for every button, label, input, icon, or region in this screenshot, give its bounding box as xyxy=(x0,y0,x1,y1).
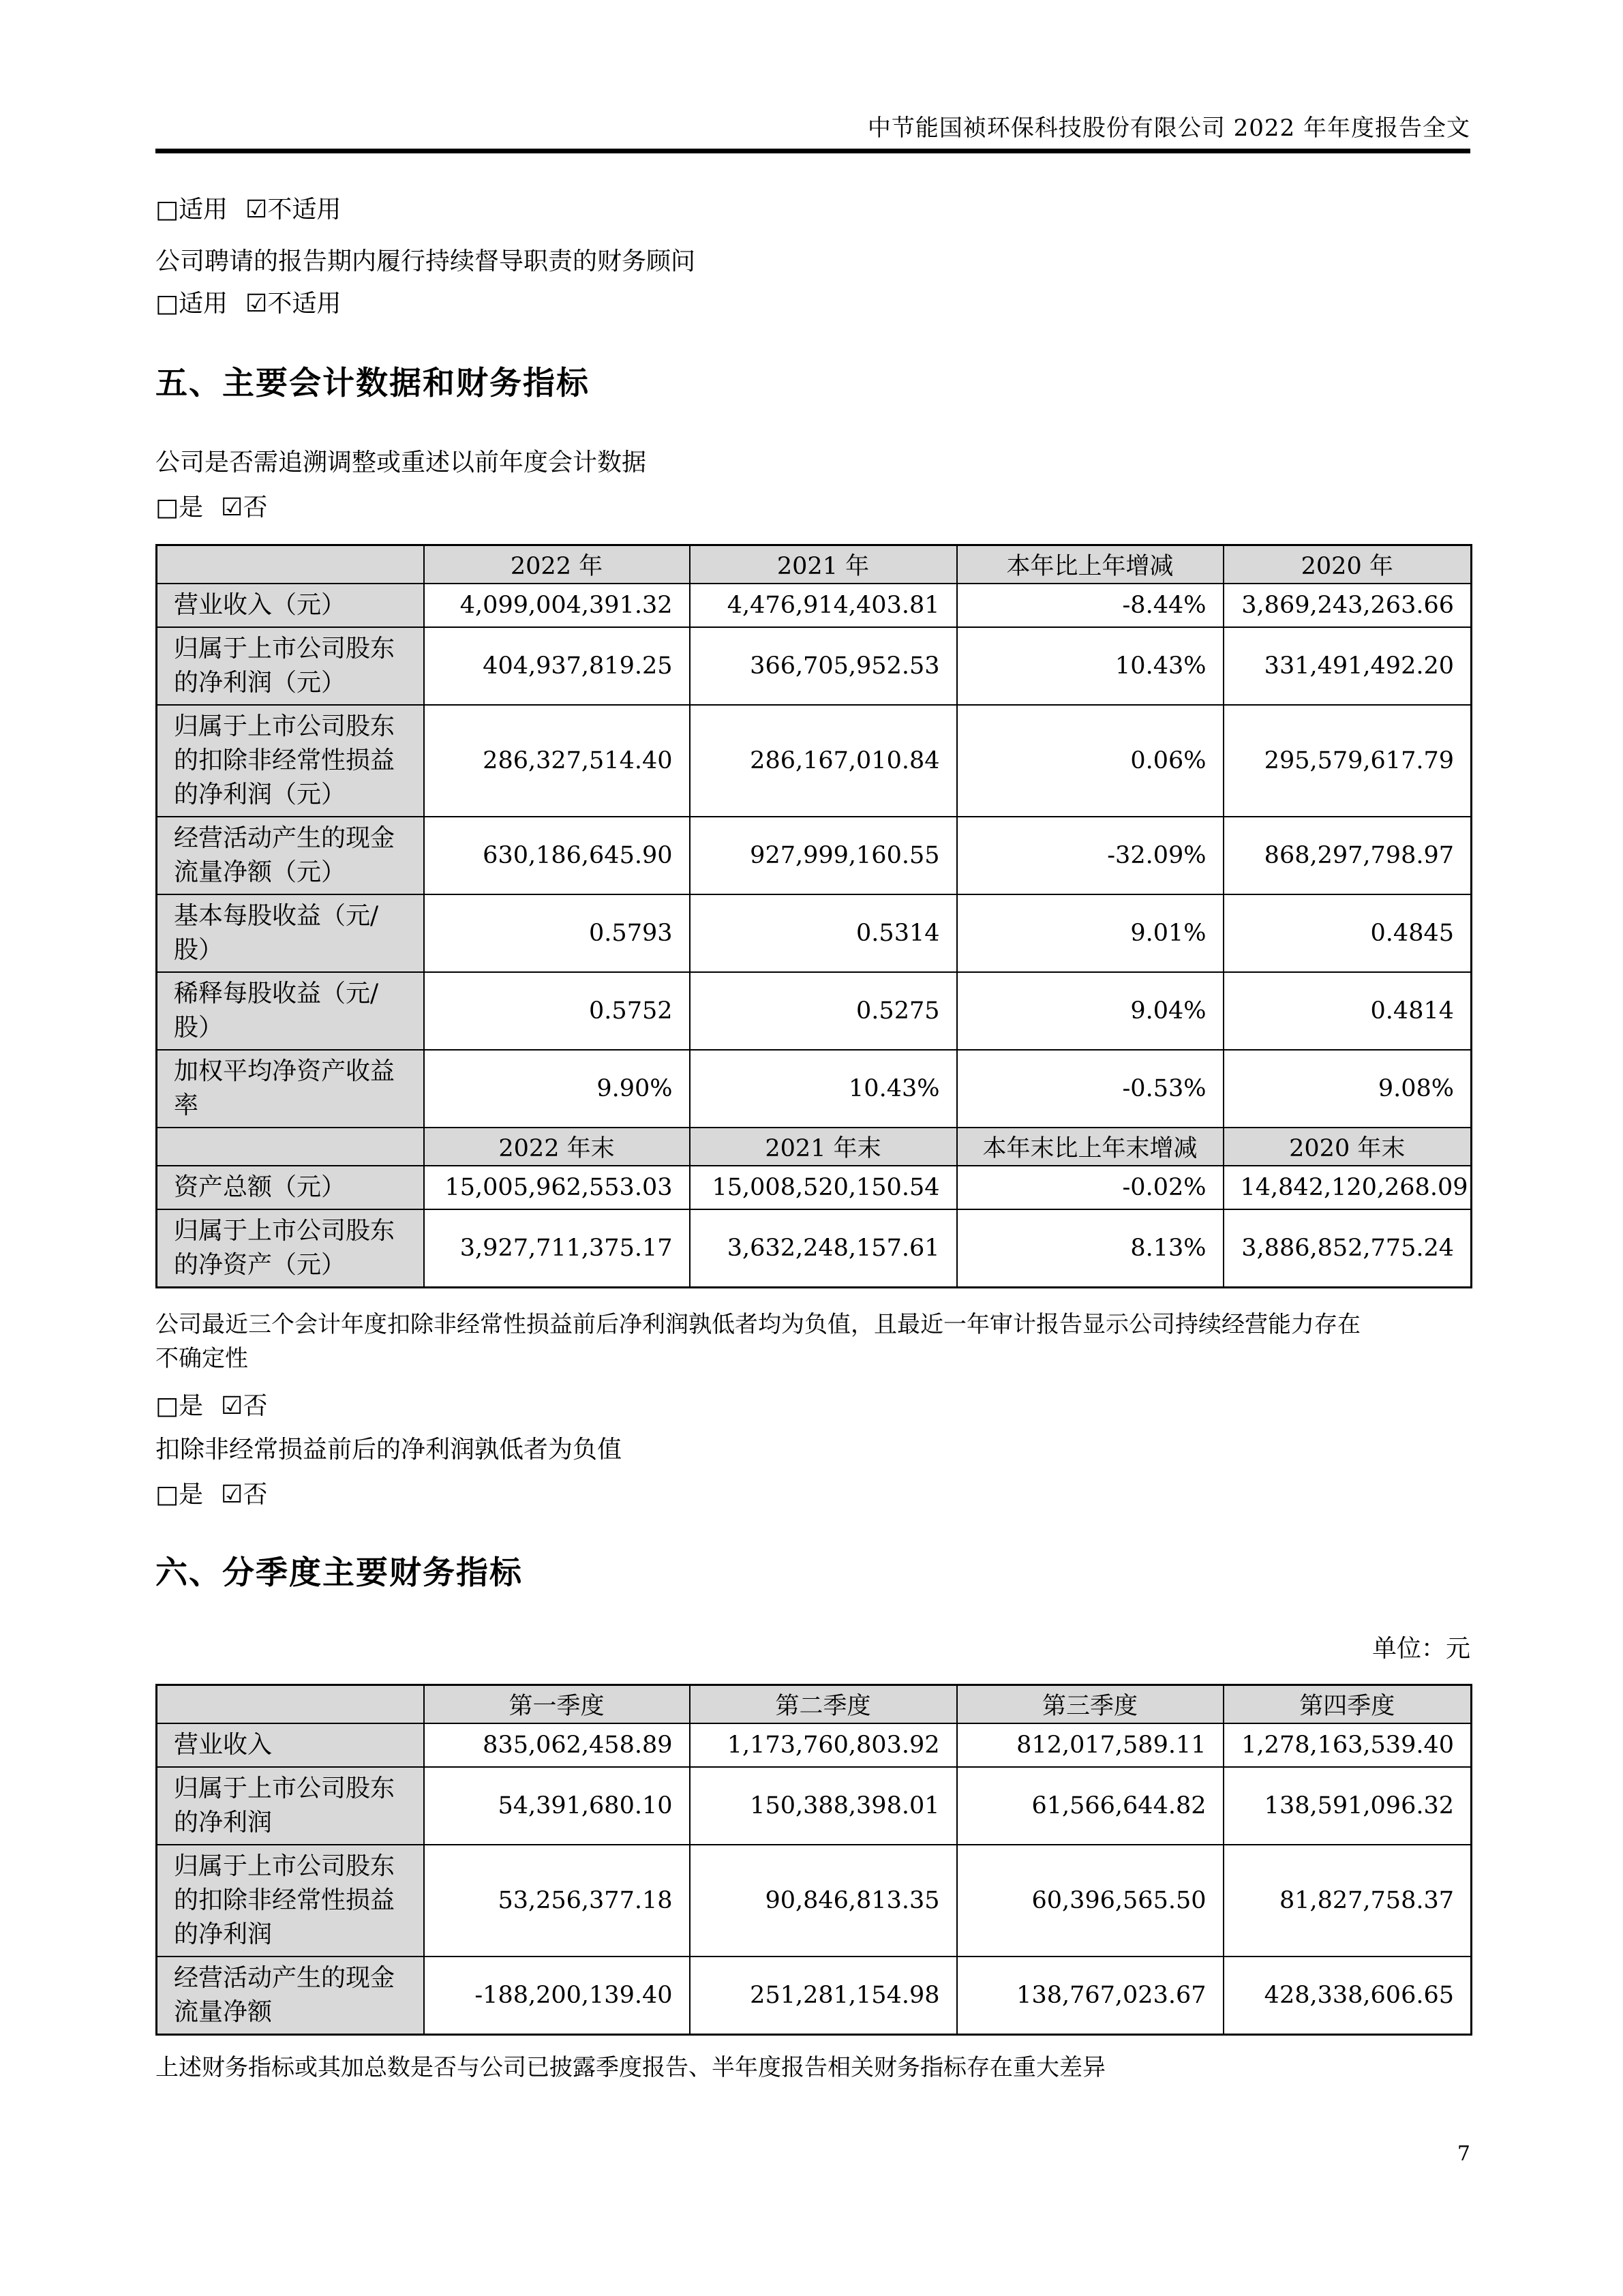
table-row xyxy=(157,1845,1472,1957)
page-number: 7 xyxy=(1457,2142,1470,2166)
cell-value: 251,281,154.98 xyxy=(690,1957,957,2035)
section-5-title: 五、主要会计数据和财务指标 xyxy=(155,365,590,402)
row-label: 营业收入（元） xyxy=(157,584,424,627)
cell-value: 0.4814 xyxy=(1224,972,1472,1050)
yes-no-choice-row-2 xyxy=(155,1391,1470,1422)
checkbox-checked-icon: ☑ xyxy=(221,1481,243,1509)
cell-value: -8.44% xyxy=(957,584,1224,627)
column-header: 第二季度 xyxy=(690,1685,957,1724)
cell-value: 812,017,589.11 xyxy=(957,1723,1224,1767)
table-row xyxy=(157,627,1472,705)
row-label: 归属于上市公司股东的净利润（元） xyxy=(157,627,424,705)
cell-value: 0.5314 xyxy=(690,894,957,972)
page-header-title: 中节能国祯环保科技股份有限公司 2022 年年度报告全文 xyxy=(867,115,1470,142)
row-label: 归属于上市公司股东的净资产（元） xyxy=(157,1209,424,1288)
cell-value: 10.43% xyxy=(957,627,1224,705)
unit-label: 单位：元 xyxy=(1371,1635,1470,1663)
cell-value: 14,842,120,268.09 xyxy=(1224,1166,1472,1209)
column-header: 2020 年末 xyxy=(1224,1128,1472,1166)
checkbox-unchecked-icon: □ xyxy=(155,1481,179,1509)
applicable-choice-row-1 xyxy=(155,194,1470,226)
row-label: 归属于上市公司股东的扣除非经常性损益的净利润（元） xyxy=(157,705,424,817)
cell-value: 0.5793 xyxy=(424,894,690,972)
cell-value: 366,705,952.53 xyxy=(690,627,957,705)
cell-value: 0.5752 xyxy=(424,972,690,1050)
row-label: 经营活动产生的现金流量净额 xyxy=(157,1957,424,2035)
row-label: 经营活动产生的现金流量净额（元） xyxy=(157,817,424,894)
table-row xyxy=(157,1209,1472,1288)
cell-value: 1,173,760,803.92 xyxy=(690,1723,957,1767)
cell-value: 3,632,248,157.61 xyxy=(690,1209,957,1288)
table-row xyxy=(157,1957,1472,2035)
choice-label-yes: 是 xyxy=(179,1392,204,1420)
row-label-header xyxy=(157,545,424,584)
column-header: 本年比上年增减 xyxy=(957,545,1224,584)
cell-value: 4,476,914,403.81 xyxy=(690,584,957,627)
yes-no-choice-row-1 xyxy=(155,492,1470,524)
column-header: 第三季度 xyxy=(957,1685,1224,1724)
row-label: 资产总额（元） xyxy=(157,1166,424,1209)
column-header: 2021 年 xyxy=(690,545,957,584)
cell-value: 295,579,617.79 xyxy=(1224,705,1472,817)
checkbox-unchecked-icon: □ xyxy=(155,494,179,522)
column-header: 2020 年 xyxy=(1224,545,1472,584)
restatement-question: 公司是否需追溯调整或重述以前年度会计数据 xyxy=(155,449,647,477)
row-label: 基本每股收益（元/股） xyxy=(157,894,424,972)
quarterly-financials-table xyxy=(155,1684,1472,2036)
checkbox-checked-icon: ☑ xyxy=(221,1392,243,1420)
yes-no-choice-row-3 xyxy=(155,1479,1470,1511)
choice-label-not-applicable: 不适用 xyxy=(267,196,342,224)
table-row xyxy=(157,1050,1472,1128)
annual-financials-table xyxy=(155,544,1472,1288)
cell-value: 9.90% xyxy=(424,1050,690,1128)
checkbox-unchecked-icon: □ xyxy=(155,1392,179,1420)
checkbox-checked-icon: ☑ xyxy=(245,290,268,318)
table-row xyxy=(157,817,1472,894)
header-divider-rule xyxy=(155,149,1470,153)
indicator-difference-note: 上述财务指标或其加总数是否与公司已披露季度报告、半年度报告相关财务指标存在重大差异 xyxy=(155,2054,1106,2081)
cell-value: 835,062,458.89 xyxy=(424,1723,690,1767)
cell-value: 286,167,010.84 xyxy=(690,705,957,817)
choice-label-not-applicable: 不适用 xyxy=(267,290,342,318)
choice-label-yes: 是 xyxy=(179,1481,204,1509)
cell-value: 331,491,492.20 xyxy=(1224,627,1472,705)
choice-label-no: 否 xyxy=(243,1481,268,1509)
table-header-row xyxy=(157,545,1472,584)
applicable-choice-row-2 xyxy=(155,288,1470,320)
table-header-row xyxy=(157,1128,1472,1166)
table-row xyxy=(157,1723,1472,1767)
row-label: 营业收入 xyxy=(157,1723,424,1767)
column-header: 第一季度 xyxy=(424,1685,690,1724)
going-concern-note xyxy=(155,1308,1470,1376)
row-label: 归属于上市公司股东的净利润 xyxy=(157,1767,424,1845)
table-header-row xyxy=(157,1685,1472,1724)
row-label: 稀释每股收益（元/股） xyxy=(157,972,424,1050)
choice-label-no: 否 xyxy=(243,1392,268,1420)
table-row xyxy=(157,1767,1472,1845)
cell-value: 1,278,163,539.40 xyxy=(1224,1723,1472,1767)
column-header: 2022 年末 xyxy=(424,1128,690,1166)
row-label: 加权平均净资产收益率 xyxy=(157,1050,424,1128)
cell-value: 0.5275 xyxy=(690,972,957,1050)
cell-value: -0.02% xyxy=(957,1166,1224,1209)
column-header: 本年末比上年末增减 xyxy=(957,1128,1224,1166)
cell-value: 53,256,377.18 xyxy=(424,1845,690,1957)
choice-label-applicable: 适用 xyxy=(179,196,228,224)
going-concern-note-line2: 不确定性 xyxy=(155,1345,248,1372)
cell-value: 9.04% xyxy=(957,972,1224,1050)
choice-label-yes: 是 xyxy=(179,494,204,522)
choice-label-applicable: 适用 xyxy=(179,290,228,318)
section-6-title: 六、分季度主要财务指标 xyxy=(155,1554,523,1592)
column-header: 2021 年末 xyxy=(690,1128,957,1166)
cell-value: 630,186,645.90 xyxy=(424,817,690,894)
column-header: 第四季度 xyxy=(1224,1685,1472,1724)
cell-value: 61,566,644.82 xyxy=(957,1767,1224,1845)
cell-value: -0.53% xyxy=(957,1050,1224,1128)
row-label: 归属于上市公司股东的扣除非经常性损益的净利润 xyxy=(157,1845,424,1957)
choice-label-no: 否 xyxy=(243,494,268,522)
cell-value: 10.43% xyxy=(690,1050,957,1128)
cell-value: 138,591,096.32 xyxy=(1224,1767,1472,1845)
row-label-header xyxy=(157,1685,424,1724)
cell-value: 15,005,962,553.03 xyxy=(424,1166,690,1209)
cell-value: 60,396,565.50 xyxy=(957,1845,1224,1957)
cell-value: 9.01% xyxy=(957,894,1224,972)
checkbox-checked-icon: ☑ xyxy=(245,196,268,224)
row-label-header xyxy=(157,1128,424,1166)
cell-value: 90,846,813.35 xyxy=(690,1845,957,1957)
cell-value: 15,008,520,150.54 xyxy=(690,1166,957,1209)
table-row xyxy=(157,584,1472,627)
cell-value: -32.09% xyxy=(957,817,1224,894)
cell-value: 404,937,819.25 xyxy=(424,627,690,705)
cell-value: 4,099,004,391.32 xyxy=(424,584,690,627)
cell-value: 868,297,798.97 xyxy=(1224,817,1472,894)
column-header: 2022 年 xyxy=(424,545,690,584)
checkbox-checked-icon: ☑ xyxy=(221,494,243,522)
table-row xyxy=(157,1166,1472,1209)
cell-value: 286,327,514.40 xyxy=(424,705,690,817)
deduction-note: 扣除非经常损益前后的净利润孰低者为负值 xyxy=(155,1436,622,1464)
cell-value: 138,767,023.67 xyxy=(957,1957,1224,2035)
cell-value: 0.4845 xyxy=(1224,894,1472,972)
cell-value: 927,999,160.55 xyxy=(690,817,957,894)
cell-value: 3,886,852,775.24 xyxy=(1224,1209,1472,1288)
cell-value: 9.08% xyxy=(1224,1050,1472,1128)
financial-advisor-note: 公司聘请的报告期内履行持续督导职责的财务顾问 xyxy=(155,247,696,275)
cell-value: 54,391,680.10 xyxy=(424,1767,690,1845)
table-row xyxy=(157,894,1472,972)
going-concern-note-line1: 公司最近三个会计年度扣除非经常性损益前后净利润孰低者均为负值，且最近一年审计报告显示公司持续经营能力存在 xyxy=(155,1311,1361,1338)
cell-value: 8.13% xyxy=(957,1209,1224,1288)
checkbox-unchecked-icon: □ xyxy=(155,290,179,318)
checkbox-unchecked-icon: □ xyxy=(155,196,179,224)
cell-value: 81,827,758.37 xyxy=(1224,1845,1472,1957)
cell-value: 428,338,606.65 xyxy=(1224,1957,1472,2035)
cell-value: 3,869,243,263.66 xyxy=(1224,584,1472,627)
table-row xyxy=(157,972,1472,1050)
cell-value: 0.06% xyxy=(957,705,1224,817)
table-row xyxy=(157,705,1472,817)
cell-value: 150,388,398.01 xyxy=(690,1767,957,1845)
cell-value: 3,927,711,375.17 xyxy=(424,1209,690,1288)
cell-value: -188,200,139.40 xyxy=(424,1957,690,2035)
